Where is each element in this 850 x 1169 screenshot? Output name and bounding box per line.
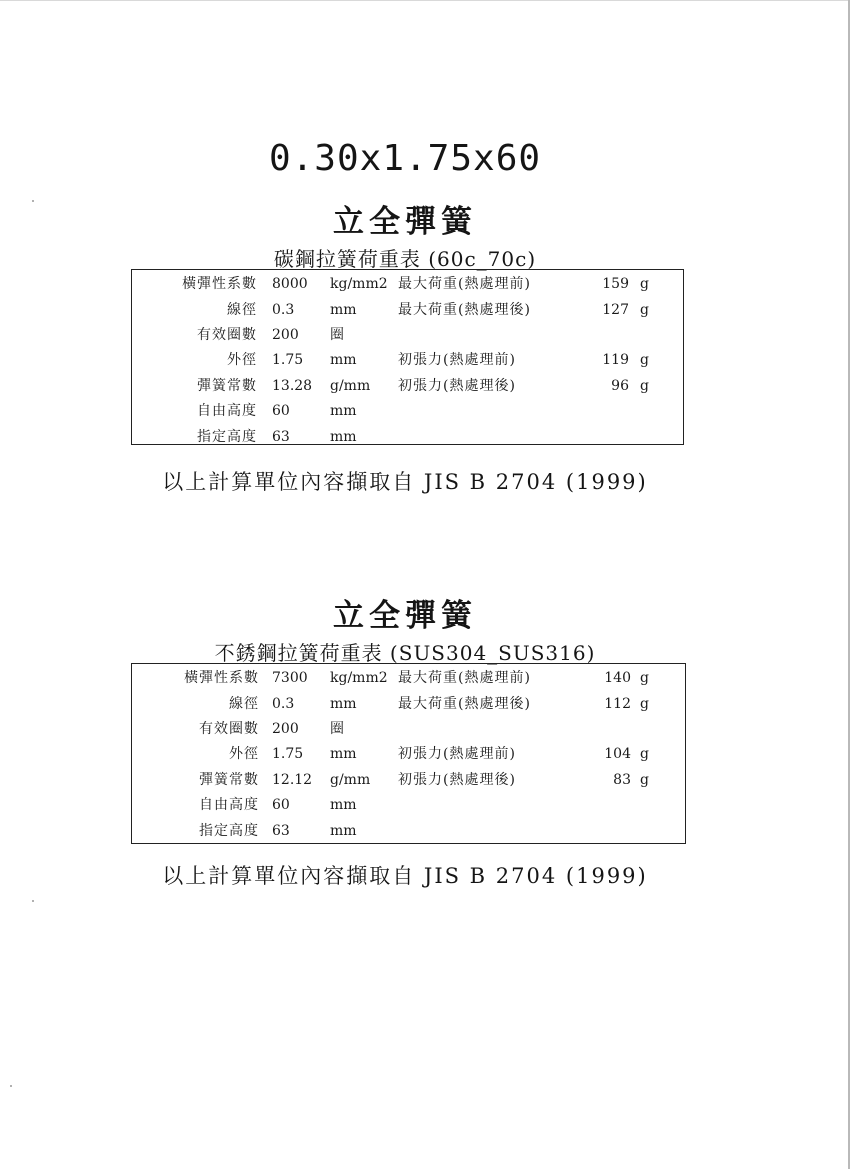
- load-label: 最大荷重(熱處理前): [398, 670, 531, 686]
- spec-value: 200: [272, 721, 299, 737]
- tension-value: 96: [611, 378, 629, 394]
- source-note-stainless: 以上計算單位內容擷取自 JIS B 2704 (1999): [162, 864, 648, 888]
- spec-value: 63: [272, 823, 290, 839]
- brand-heading-stainless: 立全彈簧: [333, 598, 477, 634]
- tension-label: 初張力(熱處理後): [398, 772, 516, 788]
- spec-value: 60: [272, 797, 290, 813]
- spec-unit: 圈: [330, 327, 344, 343]
- scan-speck: [32, 200, 34, 202]
- load-value: 140: [604, 670, 631, 686]
- spec-value: 60: [272, 403, 290, 419]
- spec-value: 0.3: [272, 696, 295, 712]
- table-title-carbon: 碳鋼拉簧荷重表 (60c_70c): [273, 247, 537, 271]
- spec-unit: kg/mm2: [330, 670, 388, 686]
- tension-unit: g: [640, 772, 649, 788]
- source-note-carbon: 以上計算單位內容擷取自 JIS B 2704 (1999): [162, 470, 648, 494]
- spec-unit: mm: [330, 823, 357, 839]
- scan-speck: [10, 1085, 12, 1087]
- tension-unit: g: [640, 746, 649, 762]
- spec-value: 200: [272, 327, 299, 343]
- load-label: 最大荷重(熱處理後): [398, 302, 531, 318]
- spec-value: 7300: [272, 670, 308, 686]
- tension-label: 初張力(熱處理前): [398, 352, 516, 368]
- spec-value: 13.28: [272, 378, 313, 394]
- spec-table-carbon: [131, 269, 684, 445]
- spring-dimension-title: 0.30x1.75x60: [268, 138, 542, 179]
- spec-unit: mm: [330, 302, 357, 318]
- load-unit: g: [640, 276, 649, 292]
- scan-speck: [32, 900, 34, 902]
- load-label: 最大荷重(熱處理後): [398, 696, 531, 712]
- spec-unit: mm: [330, 352, 357, 368]
- spec-label: 外徑: [227, 352, 257, 368]
- spec-unit: mm: [330, 696, 357, 712]
- spec-label: 橫彈性系數: [182, 276, 257, 292]
- spec-unit: g/mm: [330, 772, 371, 788]
- load-value: 112: [604, 696, 631, 712]
- spec-label: 線徑: [227, 302, 257, 318]
- spec-unit: mm: [330, 746, 357, 762]
- spec-value: 0.3: [272, 302, 295, 318]
- spec-unit: mm: [330, 403, 357, 419]
- load-unit: g: [640, 696, 649, 712]
- tension-label: 初張力(熱處理前): [398, 746, 516, 762]
- spec-value: 1.75: [272, 352, 304, 368]
- spec-label: 自由高度: [197, 403, 257, 419]
- load-unit: g: [640, 670, 649, 686]
- spec-label: 彈簧常數: [197, 378, 257, 394]
- spec-label: 外徑: [229, 746, 259, 762]
- spec-label: 自由高度: [199, 797, 259, 813]
- tension-value: 83: [613, 772, 631, 788]
- spec-unit: mm: [330, 797, 357, 813]
- tension-unit: g: [640, 378, 649, 394]
- tension-label: 初張力(熱處理後): [398, 378, 516, 394]
- table-title-stainless: 不銹鋼拉簧荷重表 (SUS304_SUS316): [214, 641, 596, 665]
- spec-unit: 圈: [330, 721, 344, 737]
- load-value: 127: [602, 302, 629, 318]
- spec-value: 8000: [272, 276, 308, 292]
- spec-label: 指定高度: [197, 429, 257, 445]
- scan-top-edge: [0, 0, 850, 1]
- spec-label: 指定高度: [199, 823, 259, 839]
- spec-label: 有效圈數: [199, 721, 259, 737]
- brand-heading-carbon: 立全彈簧: [333, 204, 477, 240]
- spec-label: 線徑: [229, 696, 259, 712]
- spec-value: 63: [272, 429, 290, 445]
- spec-value: 1.75: [272, 746, 304, 762]
- tension-value: 119: [602, 352, 629, 368]
- spec-value: 12.12: [272, 772, 313, 788]
- spec-label: 彈簧常數: [199, 772, 259, 788]
- tension-value: 104: [604, 746, 631, 762]
- spec-table-stainless: [131, 663, 686, 844]
- spec-unit: kg/mm2: [330, 276, 388, 292]
- load-label: 最大荷重(熱處理前): [398, 276, 531, 292]
- spec-label: 有效圈數: [197, 327, 257, 343]
- spec-unit: mm: [330, 429, 357, 445]
- spec-label: 橫彈性系數: [184, 670, 259, 686]
- tension-unit: g: [640, 352, 649, 368]
- load-value: 159: [602, 276, 629, 292]
- load-unit: g: [640, 302, 649, 318]
- spec-unit: g/mm: [330, 378, 371, 394]
